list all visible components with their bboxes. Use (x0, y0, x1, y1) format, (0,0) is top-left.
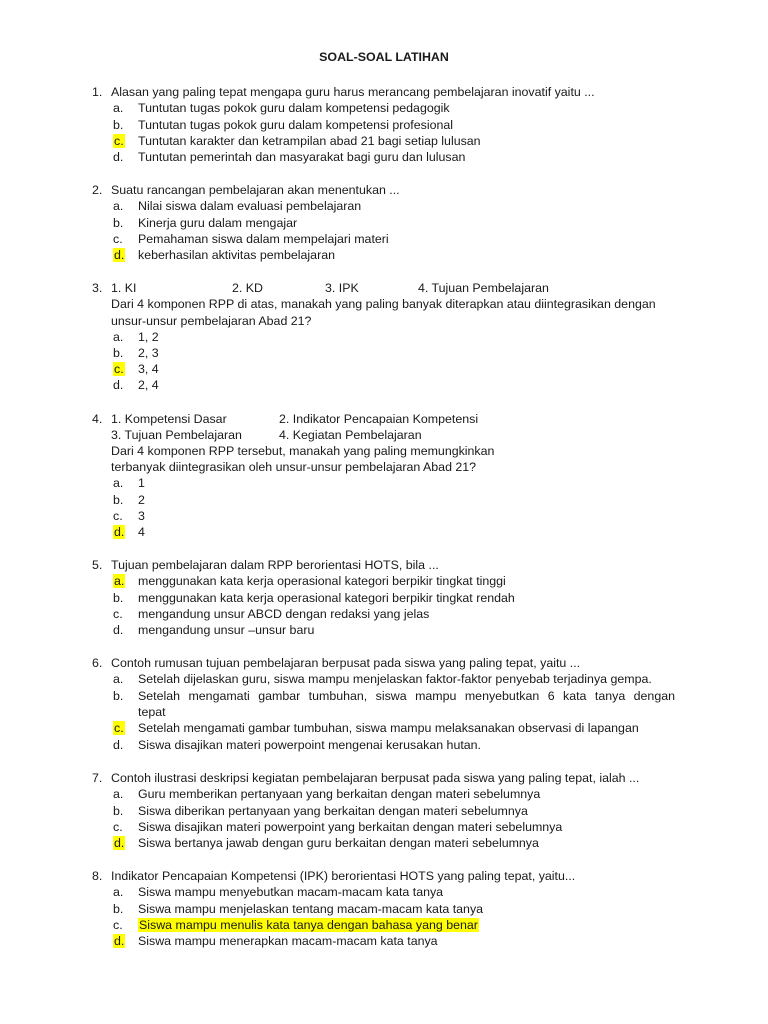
component-item: 2. KD (232, 281, 263, 295)
option-letter: a. (113, 330, 124, 344)
option-letter: c. (113, 509, 123, 523)
question-text: Contoh ilustrasi deskripsi kegiatan pembelajaran berpusat pada siswa yang paling tepat, ialah ... (111, 771, 640, 785)
option-letter: a. (113, 885, 124, 899)
option-text: Siswa mampu menjelaskan tentang macam-macam kata tanya (138, 902, 484, 916)
question-text: Tujuan pembelajaran dalam RPP berorientasi HOTS, bila ... (111, 558, 439, 572)
option-text: mengandung unsur ABCD dengan redaksi yang jelas (138, 607, 430, 621)
option-letter: b. (113, 346, 124, 360)
option-letter: b. (113, 689, 124, 703)
option-text: keberhasilan aktivitas pembelajaran (138, 248, 335, 262)
option-letter: d. (113, 378, 124, 392)
answer-letter-highlighted (113, 573, 127, 589)
answer-letter-highlighted (113, 933, 127, 949)
option-text-continued: tepat (138, 705, 166, 719)
option-text: Tuntutan karakter dan ketrampilan abad 21 bagi setiap lulusan (138, 134, 481, 148)
answer-highlight: d. (114, 934, 125, 948)
option-letter: d. (113, 738, 124, 752)
question-number: 6. (92, 656, 103, 670)
option-text-highlighted (138, 917, 479, 933)
option-letter: a. (113, 476, 124, 490)
answer-highlight: d. (114, 525, 125, 539)
component-item: 3. IPK (325, 281, 359, 295)
option-letter: c. (113, 607, 123, 621)
option-letter: a. (113, 787, 124, 801)
option-text: Siswa bertanya jawab dengan guru berkaitan dengan materi sebelumnya (138, 836, 539, 850)
option-text: 2 (138, 493, 145, 507)
answer-letter-highlighted (113, 720, 127, 736)
option-text: Siswa disajikan materi powerpoint mengenai kerusakan hutan. (138, 738, 481, 752)
option-text: Siswa diberikan pertanyaan yang berkaitan dengan materi sebelumnya (138, 804, 528, 818)
component-item: 4. Kegiatan Pembelajaran (279, 428, 422, 442)
option-letter: b. (113, 216, 124, 230)
question-number: 8. (92, 869, 103, 883)
option-text: Guru memberikan pertanyaan yang berkaitan dengan materi sebelumnya (138, 787, 541, 801)
component-item: 4. Tujuan Pembelajaran (418, 281, 549, 295)
option-text: Kinerja guru dalam mengajar (138, 216, 298, 230)
option-letter: a. (113, 672, 124, 686)
option-letter: d. (113, 150, 124, 164)
option-text: Tuntutan tugas pokok guru dalam kompetensi profesional (138, 118, 454, 132)
option-text: 4 (138, 525, 145, 539)
answer-letter-highlighted (113, 133, 127, 149)
component-item: 1. KI (111, 281, 137, 295)
option-letter: b. (113, 591, 124, 605)
question-text: Dari 4 komponen RPP di atas, manakah yang paling banyak diterapkan atau diintegrasikan dengan (111, 297, 656, 311)
question-number: 1. (92, 85, 103, 99)
answer-letter-highlighted (113, 524, 127, 540)
question-number: 5. (92, 558, 103, 572)
question-text: Indikator Pencapaian Kompetensi (IPK) berorientasi HOTS yang paling tepat, yaitu... (111, 869, 576, 883)
option-text: Setelah mengamati gambar tumbuhan, siswa mampu menyebutkan 6 kata tanya dengan (138, 689, 675, 703)
option-text: Setelah dijelaskan guru, siswa mampu menjelaskan faktor-faktor penyebab terjadinya gempa. (138, 672, 652, 686)
page-title: SOAL-SOAL LATIHAN (319, 50, 449, 64)
option-text: Nilai siswa dalam evaluasi pembelajaran (138, 199, 362, 213)
answer-highlight: c. (114, 362, 124, 376)
option-text: 2, 3 (138, 346, 159, 360)
answer-highlight: c. (114, 721, 124, 735)
answer-letter-highlighted (113, 835, 127, 851)
option-text: menggunakan kata kerja operasional kategori berpikir tingkat rendah (138, 591, 515, 605)
question-number: 2. (92, 183, 103, 197)
option-text: 1 (138, 476, 145, 490)
option-text: mengandung unsur –unsur baru (138, 623, 315, 637)
option-letter: c. (113, 918, 123, 932)
option-text: Siswa mampu menerapkan macam-macam kata tanya (138, 934, 438, 948)
question-text: Contoh rumusan tujuan pembelajaran berpusat pada siswa yang paling tepat, yaitu ... (111, 656, 581, 670)
answer-highlight: d. (114, 248, 125, 262)
option-letter: a. (113, 101, 124, 115)
option-text: 2, 4 (138, 378, 159, 392)
answer-letter-highlighted (113, 361, 127, 377)
option-text: Tuntutan tugas pokok guru dalam kompetensi pedagogik (138, 101, 450, 115)
option-letter: b. (113, 804, 124, 818)
component-item: 1. Kompetensi Dasar (111, 412, 227, 426)
option-text: menggunakan kata kerja operasional kategori berpikir tingkat tinggi (138, 574, 506, 588)
question-number: 7. (92, 771, 103, 785)
option-letter: b. (113, 902, 124, 916)
question-text: Alasan yang paling tepat mengapa guru harus merancang pembelajaran inovatif yaitu ... (111, 85, 595, 99)
option-text: Tuntutan pemerintah dan masyarakat bagi guru dan lulusan (138, 150, 466, 164)
question-text: Suatu rancangan pembelajaran akan menentukan ... (111, 183, 400, 197)
option-text: Siswa disajikan materi powerpoint yang berkaitan dengan materi sebelumnya (138, 820, 563, 834)
answer-letter-highlighted (113, 247, 127, 263)
answer-highlight: d. (114, 836, 125, 850)
option-letter: a. (113, 199, 124, 213)
option-text: 3 (138, 509, 145, 523)
option-letter: c. (113, 232, 123, 246)
option-text: Siswa mampu menyebutkan macam-macam kata tanya (138, 885, 444, 899)
component-item: 2. Indikator Pencapaian Kompetensi (279, 412, 479, 426)
option-text: 1, 2 (138, 330, 159, 344)
option-letter: b. (113, 118, 124, 132)
answer-highlight: Siswa mampu menulis kata tanya dengan bahasa yang benar (139, 918, 478, 932)
question-number: 3. (92, 281, 103, 295)
question-text: unsur-unsur pembelajaran Abad 21? (111, 314, 312, 328)
answer-highlight: c. (114, 134, 124, 148)
option-letter: d. (113, 623, 124, 637)
component-item: 3. Tujuan Pembelajaran (111, 428, 242, 442)
option-letter: c. (113, 820, 123, 834)
question-text: Dari 4 komponen RPP tersebut, manakah yang paling memungkinkan (111, 444, 495, 458)
question-number: 4. (92, 412, 103, 426)
option-letter: b. (113, 493, 124, 507)
answer-highlight: a. (114, 574, 125, 588)
option-text: Setelah mengamati gambar tumbuhan, siswa mampu melaksanakan observasi di lapangan (138, 721, 639, 735)
option-text: Pemahaman siswa dalam mempelajari materi (138, 232, 389, 246)
option-text: 3, 4 (138, 362, 159, 376)
question-text: terbanyak diintegrasikan oleh unsur-unsur pembelajaran Abad 21? (111, 460, 477, 474)
